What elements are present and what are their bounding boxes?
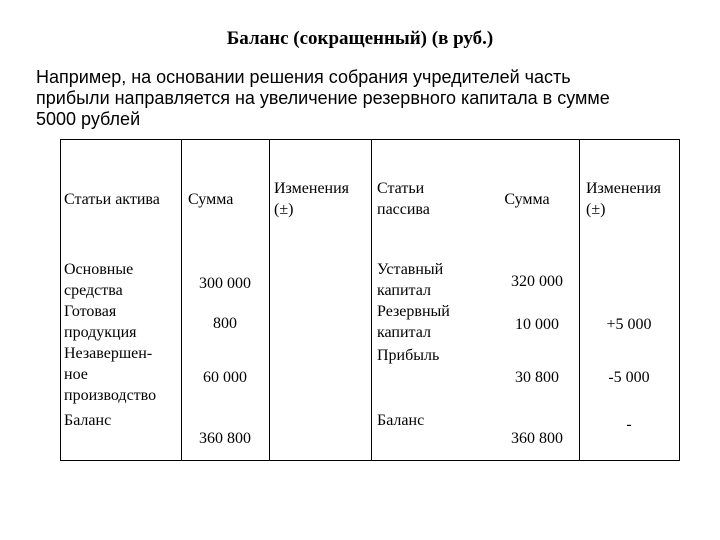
- liability-sum-balance: 360 800: [511, 430, 563, 447]
- header-change-assets: Изменения (±): [274, 180, 350, 218]
- liability-change-profit: -5 000: [608, 369, 650, 386]
- intro-line: 5000 рублей: [36, 109, 141, 129]
- asset-wip: Незавершен-ное производство: [64, 345, 157, 404]
- liability-sum-profit: 30 800: [515, 369, 559, 386]
- intro-line: Например, на основании решения собрания учредителей часть: [36, 67, 571, 87]
- column-divider: [371, 140, 372, 460]
- asset-balance: Баланс: [64, 412, 112, 429]
- liability-sum-reserve: 10 000: [515, 316, 559, 333]
- column-divider: [269, 140, 270, 460]
- asset-sum-balance: 360 800: [199, 430, 251, 447]
- header-sum-assets: Сумма: [188, 191, 234, 208]
- intro-text: [36, 67, 696, 130]
- asset-goods: Готовая продукция: [64, 303, 137, 341]
- liability-change-reserve: +5 000: [606, 316, 652, 333]
- header-assets: Статьи актива: [64, 191, 160, 208]
- header-sum-liabilities: Сумма: [504, 191, 550, 208]
- page-title: Баланс (сокращенный) (в руб.): [226, 28, 494, 49]
- asset-sum-wip: 60 000: [203, 369, 247, 386]
- liability-reserve: Резервный капитал: [377, 303, 450, 341]
- column-divider: [181, 140, 182, 460]
- header-liabilities: Статьи пассива: [377, 180, 430, 218]
- asset-sum-goods: 800: [213, 315, 237, 332]
- header-change-liabilities: Изменения (±): [586, 180, 662, 218]
- balance-table: [60, 139, 680, 461]
- liability-sum-charter: 320 000: [511, 273, 563, 290]
- asset-fixed: Основные средства: [64, 261, 134, 299]
- liability-charter: Уставный капитал: [377, 261, 444, 299]
- liability-profit: Прибыль: [377, 347, 440, 364]
- column-divider: [579, 140, 580, 460]
- liability-change-balance: -: [626, 416, 632, 433]
- liability-balance: Баланс: [377, 412, 425, 429]
- intro-line: прибыли направляется на увеличение резервного капитала в сумме: [36, 88, 610, 108]
- asset-sum-fixed: 300 000: [199, 275, 251, 292]
